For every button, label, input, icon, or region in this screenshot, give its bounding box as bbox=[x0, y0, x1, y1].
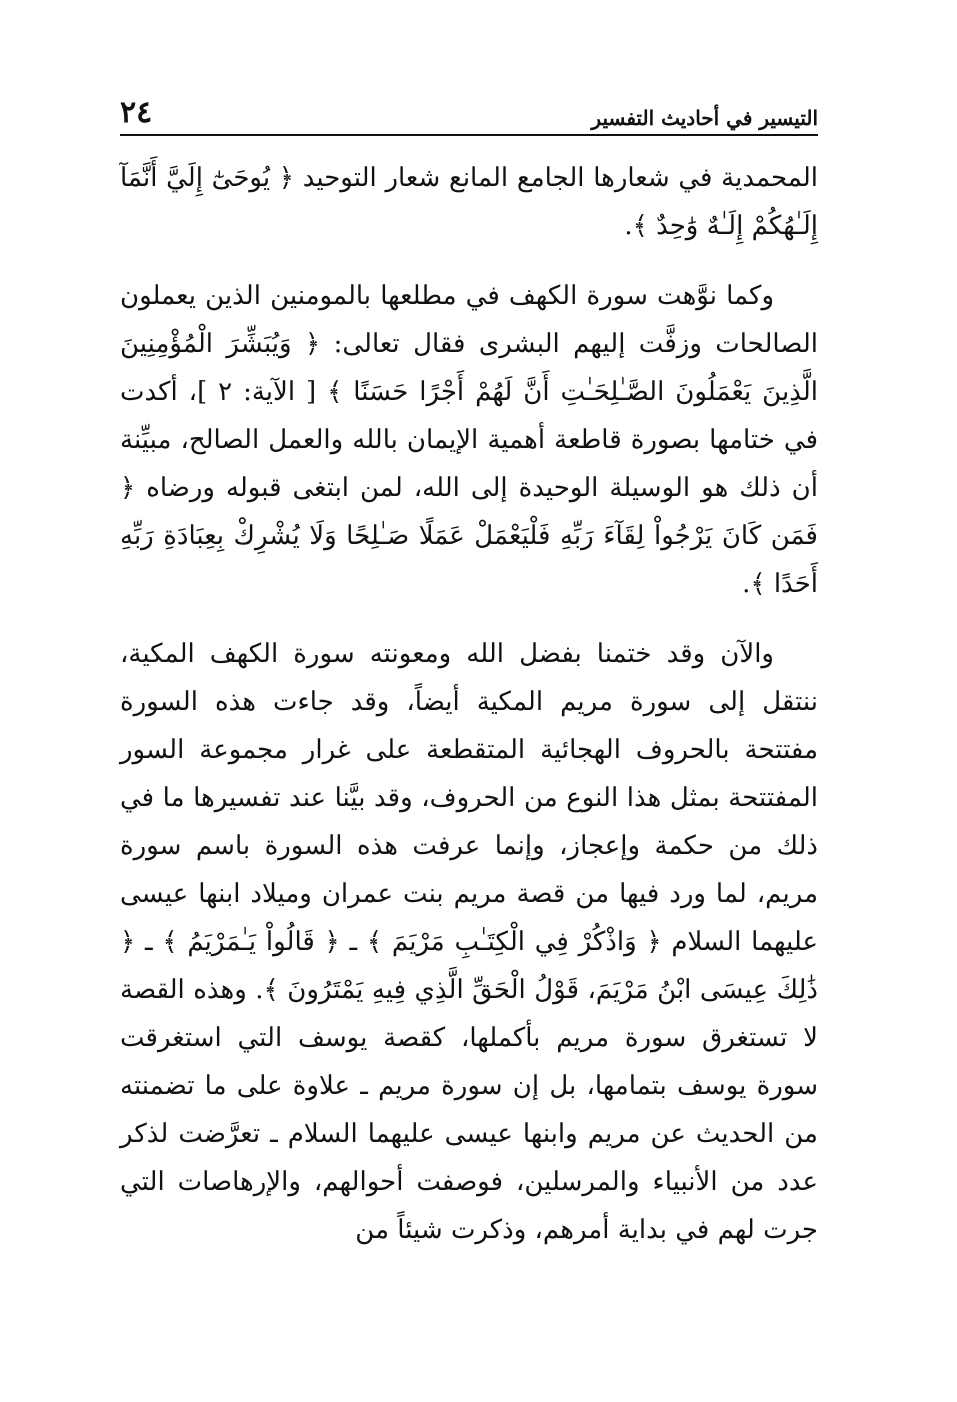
paragraph-1: المحمدية في شعارها الجامع المانع شعار التوحيد ﴿ يُوحَىٰٓ إِلَيَّ أَنَّمَآ إِلَـٰهُكُمْ إِلَـٰهٌ وَٰحِدٌ ﴾. bbox=[120, 163, 818, 241]
book-page bbox=[120, 90, 818, 1254]
paragraph-2: وكما نوَّهت سورة الكهف في مطلعها بالمومنين الذين يعملون الصالحات وزفَّت إليهم البشرى فقال تعالى: ﴿ وَيُبَشِّرَ الْمُؤْمِنِينَ الَّذِينَ يَعْمَلُونَ الصَّـٰلِحَـٰتِ أَنَّ لَهُمْ أَجْرًا حَسَنًا ﴾ [ الآية: ٢ ]، أكدت في ختامها بصورة قاطعة أهمية الإيمان بالله والعمل الصالح، مبيِّنة أن ذلك هو الوسيلة الوحيدة إلى الله، لمن ابتغى قبوله ورضاه ﴿ فَمَن كَانَ يَرْجُواْ لِقَآءَ رَبِّهِ فَلْيَعْمَلْ عَمَلًا صَـٰلِحًا وَلَا يُشْرِكْ بِعِبَادَةِ رَبِّهِ أَحَدًا ﴾. bbox=[120, 281, 818, 599]
running-header bbox=[120, 90, 818, 136]
book-title: التيسير في أحاديث التفسير bbox=[591, 106, 818, 130]
page-number: ٢٤ bbox=[120, 95, 153, 130]
paragraph-3: والآن وقد ختمنا بفضل الله ومعونته سورة الكهف المكية، ننتقل إلى سورة مريم المكية أيضاً، وقد جاءت هذه السورة مفتتحة بالحروف الهجائية المتقطعة على غرار مجموعة السور المفتتحة بمثل هذا النوع من الحروف، وقد بيَّنا عند تفسيرها ما في ذلك من حكمة وإعجاز، وإنما عرفت هذه السورة باسم سورة مريم، لما ورد فيها من قصة مريم بنت عمران وميلاد ابنها عيسى عليهما السلام ﴿ وَاذْكُرْ فِي الْكِتَـٰبِ مَرْيَمَ ﴾ ـ ﴿ قَالُواْ يَـٰمَرْيَمُ ﴾ ـ ﴿ ذَٰلِكَ عِيسَى ابْنُ مَرْيَمَ، قَوْلُ الْحَقِّ الَّذِي فِيهِ يَمْتَرُونَ ﴾. وهذه القصة لا تستغرق سورة مريم بأكملها، كقصة يوسف التي استغرقت سورة يوسف بتمامها، بل إن سورة مريم ـ علاوة على ما تضمنته من الحديث عن مريم وابنها عيسى عليهما السلام ـ تعرَّضت لذكر عدد من الأنبياء والمرسلين، فوصفت أحوالهم، والإرهاصات التي جرت لهم في بداية أمرهم، وذكرت شيئاً من bbox=[120, 639, 818, 1245]
